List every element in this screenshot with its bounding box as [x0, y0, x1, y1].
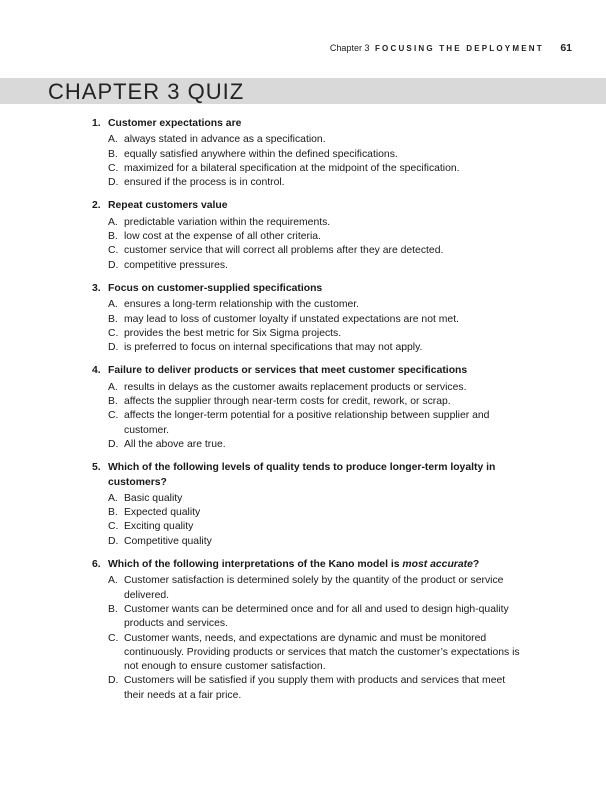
page-number: 61 — [560, 42, 572, 54]
question-number: 6. — [92, 559, 101, 571]
question-stem — [92, 199, 522, 213]
question-text: Focus on customer-supplied specifications — [108, 282, 323, 294]
option-letter: A. — [108, 134, 118, 146]
option-text: may lead to loss of customer loyalty if unstated expectations are not met. — [124, 313, 459, 325]
question-5 — [92, 461, 522, 549]
option-letter: C. — [108, 162, 119, 174]
option-letter: B. — [108, 396, 118, 408]
question-number: 2. — [92, 200, 101, 212]
answer-option — [108, 674, 522, 703]
question-stem — [92, 117, 522, 131]
question-text-emphasis: most accurate — [402, 559, 473, 571]
question-text-part: Which of the following interpretations of the Kano model is — [108, 559, 403, 571]
answer-option — [108, 535, 522, 549]
answer-option — [108, 395, 522, 409]
question-stem — [92, 364, 522, 378]
option-text: predictable variation within the requirements. — [124, 216, 331, 228]
option-letter: D. — [108, 675, 119, 687]
answer-option — [108, 162, 522, 176]
question-number: 5. — [92, 462, 101, 474]
option-letter: B. — [108, 603, 118, 615]
option-text: Basic quality — [124, 492, 183, 504]
answer-option — [108, 313, 522, 327]
option-text: low cost at the expense of all other criteria. — [124, 231, 321, 243]
option-letter: A. — [108, 216, 118, 228]
chapter-title-band — [0, 78, 606, 104]
option-letter: D. — [108, 535, 119, 547]
question-1 — [92, 117, 522, 190]
option-text: Competitive quality — [124, 535, 212, 547]
option-letter: C. — [108, 410, 119, 422]
answer-option — [108, 492, 522, 506]
header-chapter: Chapter 3 — [329, 43, 370, 53]
option-letter: D. — [108, 259, 119, 271]
question-2 — [92, 199, 522, 272]
answer-option — [108, 632, 522, 675]
answer-option — [108, 438, 522, 452]
question-4 — [92, 364, 522, 452]
option-text: Expected quality — [124, 507, 201, 519]
option-text: affects the longer-term potential for a positive relationship between supplier and customer. — [124, 410, 490, 436]
option-letter: C. — [108, 327, 119, 339]
answer-option — [108, 520, 522, 534]
option-letter: B. — [108, 313, 118, 325]
answer-option — [108, 409, 522, 438]
answer-option — [108, 381, 522, 395]
answer-option — [108, 148, 522, 162]
question-text: Repeat customers value — [108, 200, 228, 212]
answer-option — [108, 216, 522, 230]
answer-option — [108, 341, 522, 355]
option-text: results in delays as the customer awaits replacement products or services. — [124, 381, 467, 393]
option-text: All the above are true. — [124, 438, 226, 450]
option-letter: C. — [108, 632, 119, 644]
option-letter: D. — [108, 438, 119, 450]
question-text — [108, 558, 522, 572]
question-6 — [92, 558, 522, 703]
option-letter: B. — [108, 507, 118, 519]
option-text: provides the best metric for Six Sigma projects. — [124, 327, 342, 339]
option-letter: B. — [108, 231, 118, 243]
answer-option — [108, 574, 522, 603]
option-letter: C. — [108, 245, 119, 257]
option-text: always stated in advance as a specification. — [124, 134, 326, 146]
question-number: 4. — [92, 365, 101, 377]
option-text: ensures a long-term relationship with the customer. — [124, 299, 360, 311]
answer-option — [108, 176, 522, 190]
answer-option — [108, 506, 522, 520]
question-text: Failure to deliver products or services that meet customer specifications — [108, 365, 468, 377]
chapter-title: CHAPTER 3 QUIZ — [48, 79, 245, 104]
answer-option — [108, 603, 522, 632]
question-3 — [92, 282, 522, 355]
question-text: Which of the following levels of quality tends to produce longer-term loyalty in customers? — [108, 462, 496, 488]
answer-option — [108, 259, 522, 273]
question-stem — [92, 558, 522, 572]
question-text: Customer expectations are — [108, 118, 242, 129]
option-text: Customers will be satisfied if you supply them with products and services that meet their needs at a fair price. — [124, 675, 506, 701]
question-number: 3. — [92, 282, 101, 294]
option-text: Customer wants can be determined once and for all and used to design high-quality products and services. — [124, 603, 509, 630]
option-letter: B. — [108, 148, 118, 160]
option-letter: A. — [108, 299, 118, 311]
answer-option — [108, 133, 522, 147]
answer-option — [108, 244, 522, 258]
option-text: affects the supplier through near-term costs for credit, rework, or scrap. — [124, 396, 451, 408]
question-stem — [92, 282, 522, 296]
option-text: competitive pressures. — [124, 259, 228, 271]
option-letter: C. — [108, 521, 119, 533]
question-number: 1. — [92, 118, 101, 129]
option-letter: D. — [108, 177, 119, 189]
running-header — [330, 42, 572, 54]
option-text: Customer satisfaction is determined solely by the quantity of the product or service delivered. — [124, 575, 504, 601]
quiz-list — [92, 117, 522, 712]
option-letter: A. — [108, 575, 118, 587]
option-text: ensured if the process is in control. — [124, 177, 285, 189]
option-text: Customer wants, needs, and expectations are dynamic and must be monitored continuously. Providing products or services that match the customer’s expectations is not enough to ensure customer satisfaction. — [124, 632, 520, 673]
option-text: is preferred to focus on internal specifications that may not apply. — [124, 342, 423, 354]
question-stem — [92, 461, 522, 490]
option-text: customer service that will correct all problems after they are detected. — [124, 245, 444, 257]
header-title: FOCUSING THE DEPLOYMENT — [374, 44, 544, 53]
option-text: Exciting quality — [124, 521, 194, 533]
option-letter: D. — [108, 342, 119, 354]
option-letter: A. — [108, 492, 118, 504]
answer-option — [108, 230, 522, 244]
option-text: equally satisfied anywhere within the defined specifications. — [124, 148, 398, 160]
answer-option — [108, 298, 522, 312]
answer-option — [108, 327, 522, 341]
option-text: maximized for a bilateral specification at the midpoint of the specification. — [124, 162, 460, 174]
option-letter: A. — [108, 381, 118, 393]
question-text-part: ? — [472, 559, 480, 571]
